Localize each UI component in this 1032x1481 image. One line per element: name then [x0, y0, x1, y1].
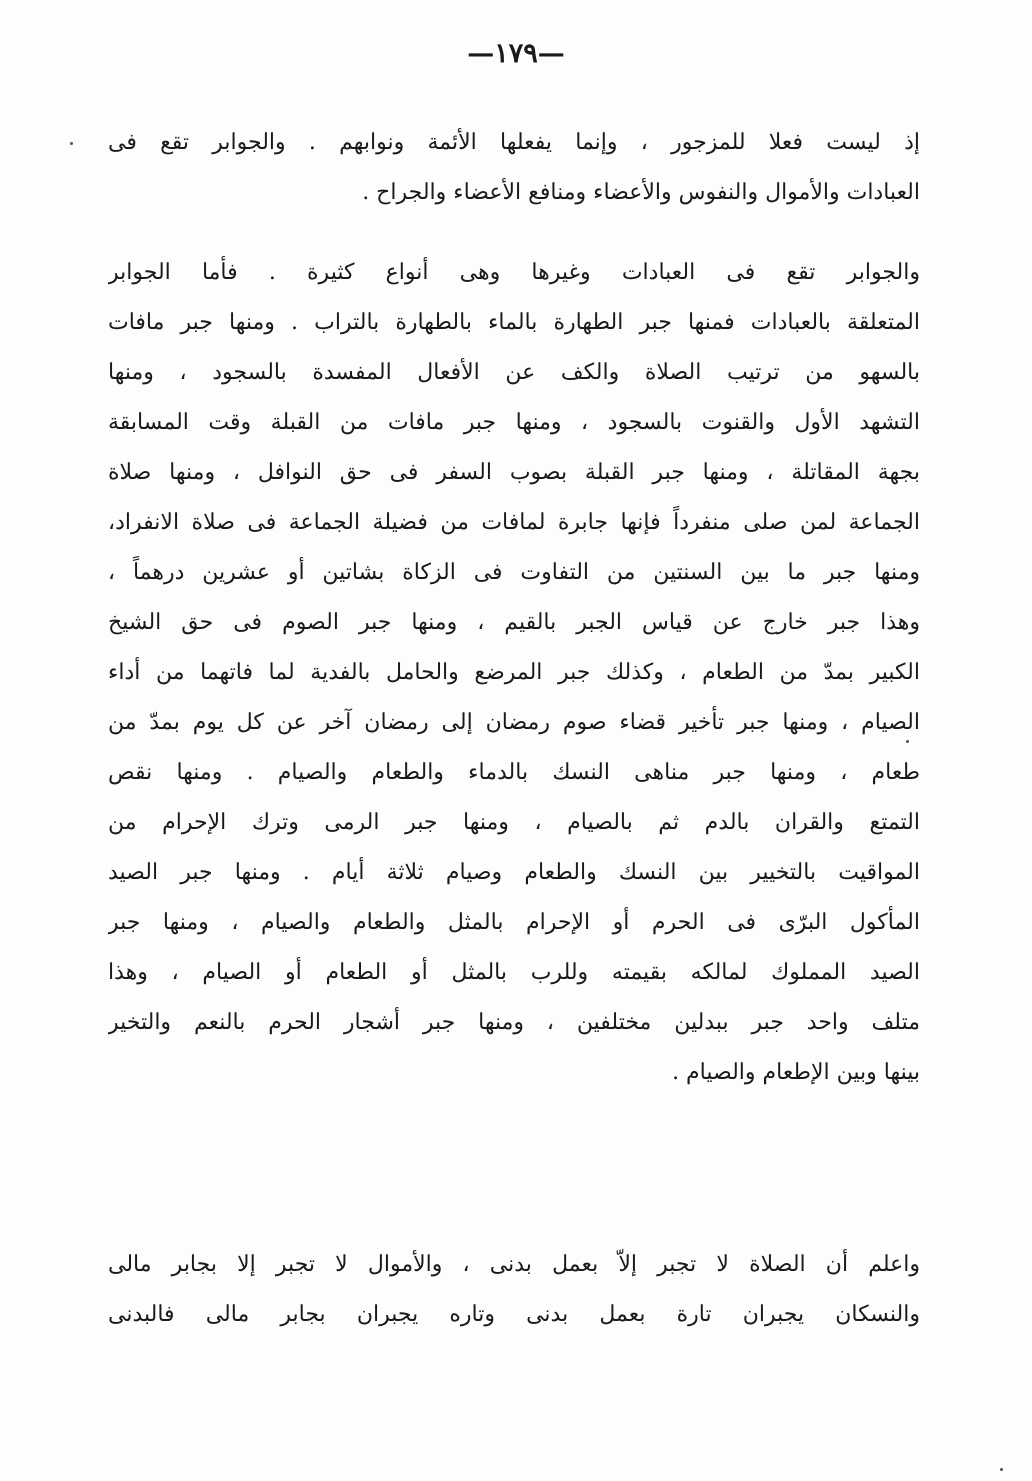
- paper-speck: [906, 740, 909, 743]
- text-line: الصيام ، ومنها جبر تأخير قضاء صوم رمضان إلى رمضان آخر عن كل يوم بمدّ من: [108, 710, 920, 735]
- text-line: متلف واحد جبر ببدلين مختلفين ، ومنها جبر أشجار الحرم بالنعم والتخير: [108, 1010, 920, 1035]
- text-line: العبادات والأموال والنفوس والأعضاء ومنافع الأعضاء والجراح .: [362, 180, 920, 205]
- text-line: الجماعة لمن صلى منفرداً فإنها جابرة لمافات من فضيلة الجماعة فى صلاة الانفراد،: [108, 510, 920, 535]
- text-line: التمتع والقران بالدم ثم بالصيام ، ومنها جبر الرمى وترك الإحرام من: [108, 810, 920, 835]
- paragraph-2: [108, 248, 920, 1098]
- text-line: المواقيت بالتخيير بين النسك والطعام وصيام ثلاثة أيام . ومنها جبر الصيد: [108, 860, 920, 885]
- text-line: بالسهو من ترتيب الصلاة والكف عن الأفعال المفسدة بالسجود ، ومنها: [108, 360, 920, 385]
- paper-speck: [1000, 1468, 1003, 1471]
- text-line: الصيد المملوك لمالكه بقيمته وللرب بالمثل أو الطعام أو الصيام ، وهذا: [108, 960, 920, 985]
- text-line: والجوابر تقع فى العبادات وغيرها وهى أنواع كثيرة . فأما الجوابر: [108, 260, 920, 285]
- paragraph-3: [108, 1240, 920, 1340]
- text-line: بينها وبين الإطعام والصيام .: [672, 1060, 920, 1085]
- text-line: بجهة المقاتلة ، ومنها جبر القبلة بصوب السفر فى حق النوافل ، ومنها صلاة: [108, 460, 920, 485]
- paragraph-1: [108, 118, 920, 218]
- text-line: والنسكان يجبران تارة بعمل بدنى وتاره يجبران بجابر مالى فالبدنى: [108, 1302, 920, 1327]
- text-line: المتعلقة بالعبادات فمنها جبر الطهارة بالماء بالطهارة بالتراب . ومنها جبر مافات: [108, 310, 920, 335]
- text-line: إذ ليست فعلا للمزجور ، وإنما يفعلها الأئمة ونوابهم . والجوابر تقع فى: [108, 130, 920, 155]
- text-line: المأكول البرّى فى الحرم أو الإحرام بالمثل والطعام والصيام ، ومنها جبر: [108, 910, 920, 935]
- text-line: طعام ، ومنها جبر مناهى النسك بالدماء والطعام والصيام . ومنها نقص: [108, 760, 920, 785]
- page-number: —١٧٩—: [467, 38, 565, 69]
- text-line: واعلم أن الصلاة لا تجبر إلاّ بعمل بدنى ، والأموال لا تجبر إلا بجابر مالى: [108, 1252, 920, 1277]
- text-line: الكبير بمدّ من الطعام ، وكذلك جبر المرضع والحامل بالفدية لما فاتهما من أداء: [108, 660, 920, 685]
- text-line: التشهد الأول والقنوت بالسجود ، ومنها جبر مافات من القبلة وقت المسابقة: [108, 410, 920, 435]
- text-line: وهذا جبر خارج عن قياس الجبر بالقيم ، ومنها جبر الصوم فى حق الشيخ: [108, 610, 920, 635]
- paper-speck: [70, 142, 73, 145]
- text-line: ومنها جبر ما بين السنتين من التفاوت فى الزكاة بشاتين أو عشرين درهماً ،: [108, 560, 920, 585]
